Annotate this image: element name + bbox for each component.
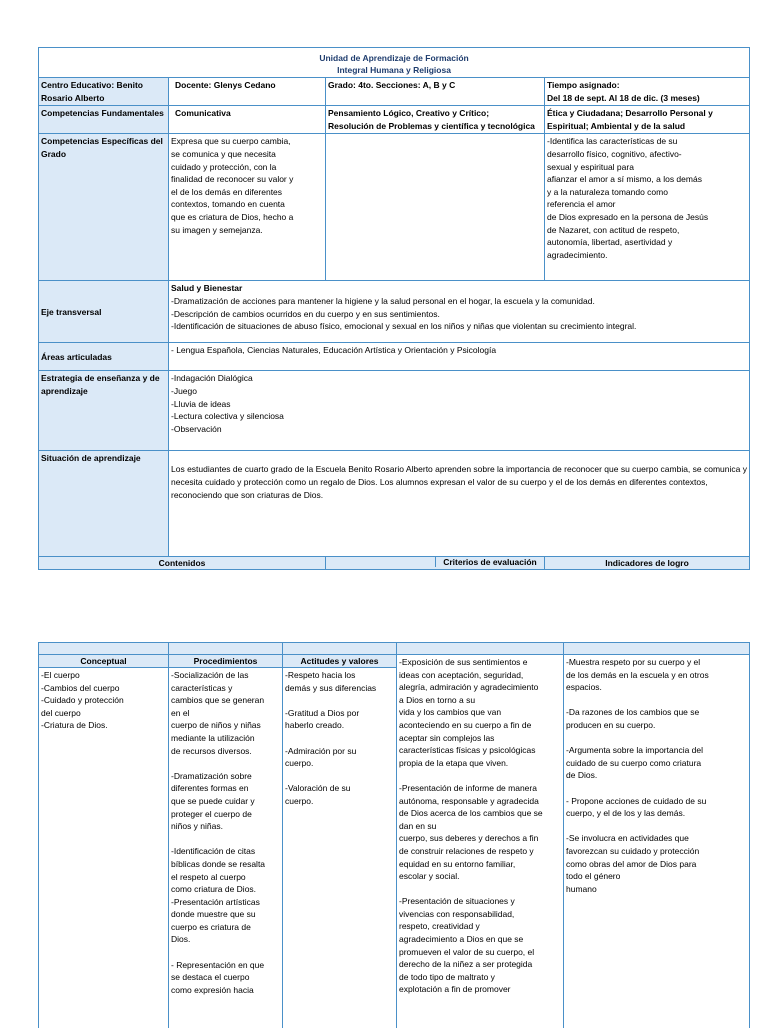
docente: Docente: Glenys Cedano — [169, 78, 326, 106]
footer-indicadores: Indicadores de logro — [545, 557, 750, 570]
header-actitudes: Actitudes y valores — [283, 655, 397, 668]
situacion-text: Los estudiantes de cuarto grado de la Escuela Benito Rosario Alberto aprenden sobre la importancia de reconocer que su cuerpo cambia, se comunica y necesita cuidado y protección como un regalo de Dios. Los alumnos expresan el valor de su cuerpo y el de los demás en diferentes contextos, reconociendo que son criaturas de Dios. — [169, 451, 750, 557]
eje-text: -Dramatización de acciones para mantener la higiene y la salud personal en el hogar, la escuela y la comunidad. -Descripción de cambios ocurridos en du cuerpo y en sus sentimientos. -Identificación de situaciones de abuso físico, emocional y sexual en los niños y niñas que violentan su crecimiento integral. — [171, 295, 637, 332]
areas-text: - Lengua Española, Ciencias Naturales, Educación Artística y Orientación y Psicología — [169, 343, 750, 371]
eje-title: Salud y Bienestar — [171, 283, 243, 294]
comp-esp-empty — [326, 134, 545, 281]
blank-header-1 — [39, 643, 169, 655]
comp-esp-text: Expresa que su cuerpo cambia, se comunica y que necesita cuidado y protección, con la finalidad de reconocer su valor y el de los demás en diferentes contextos, tomando en cuenta que es criatura de Dios, hecho a su imagen y semejanza. — [169, 134, 326, 281]
blank-header-5 — [564, 643, 750, 655]
tiempo-label: Tiempo asignado: — [547, 80, 620, 90]
conceptual-text: -El cuerpo -Cambios del cuerpo -Cuidado y protección del cuerpo -Criatura de Dios. — [39, 668, 169, 1028]
contenidos-table — [38, 642, 750, 1028]
comp-fund-pensamiento: Pensamiento Lógico, Creativo y Crítico; Resolución de Problemas y científica y tecnológica — [326, 106, 545, 134]
footer-criterios: Criterios de evaluación — [443, 557, 537, 568]
tiempo-value: Del 18 de sept. Al 18 de dic. (3 meses) — [547, 92, 700, 103]
unit-plan-table — [38, 47, 750, 570]
criterios-text: -Exposición de sus sentimientos e ideas con aceptación, seguridad, alegría, admiración y agradecimiento a Dios en torno a su vida y los cambios que van aconteciendo en su cuerpo a fin de aceptar sin complejos las características físicas y psicológicas propia de la etapa que viven. -Presentación de informe de manera autónoma, responsable y agradecida de Dios acerca de los cambios que se dan en su cuerpo, sus deberes y derechos a fin de construir relaciones de respeto y equidad en su entorno familiar, escolar y social. -Presentación de situaciones y vivencias con responsabilidad, respeto, creatividad y agradecimiento a Dios en que se promueven el valor de su cuerpo, el derecho de la niñez a ser protegida de todo tipo de maltrato y explotación a fin de promover — [397, 655, 564, 1028]
estrategia-label: Estrategia de enseñanza y de aprendizaje — [39, 371, 169, 451]
unit-title-line2: Integral Humana y Religiosa — [337, 65, 451, 75]
blank-header-3 — [283, 643, 397, 655]
footer-contenidos: Contenidos — [39, 557, 326, 570]
indicadores-text: -Muestra respeto por su cuerpo y el de los demás en la escuela y en otros espacios. -Da razones de los cambios que se producen en su cuerpo. -Argumenta sobre la importancia del cuidado de su cuerpo como criatura de Dios. - Propone acciones de cuidado de su cuerpo, y el de los y las demás. -Se involucra en actividades que favorezcan su cuidado y protección como obras del amor de Dios para todo el género humano — [564, 655, 750, 1028]
areas-label: Áreas articuladas — [39, 343, 169, 371]
unit-title-line1: Unidad de Aprendizaje de Formación — [319, 53, 469, 63]
actitudes-text: -Respeto hacia los demás y sus diferencias -Gratitud a Dios por haberlo creado. -Admiración por su cuerpo. -Valoración de su cuerpo. — [283, 668, 397, 1028]
comp-esp-identifica: -Identifica las características de su desarrollo físico, cognitivo, afectivo- sexual y espiritual para afianzar el amor a sí mismo, a los demás y a la naturaleza tomando como referencia el amor de Dios expresado en la persona de Jesús de Nazaret, con actitud de respeto, autonomía, libertad, asertividad y agradecimiento. — [545, 134, 750, 281]
grado-secciones: Grado: 4to. Secciones: A, B y C — [326, 78, 545, 106]
footer-split — [326, 557, 544, 567]
centro-educativo: Centro Educativo: Benito Rosario Alberto — [39, 78, 169, 106]
eje-content — [169, 281, 750, 343]
footer-criterios-cell — [326, 557, 545, 570]
comp-fund-comunicativa: Comunicativa — [169, 106, 326, 134]
header-procedimientos: Procedimientos — [169, 655, 283, 668]
situacion-label: Situación de aprendizaje — [39, 451, 169, 557]
tiempo-asignado — [545, 78, 750, 106]
comp-fund-etica: Ética y Ciudadana; Desarrollo Personal y Espiritual; Ambiental y de la salud — [545, 106, 750, 134]
comp-esp-label: Competencias Específicas del Grado — [39, 134, 169, 281]
blank-header-4 — [397, 643, 564, 655]
procedimientos-text: -Socialización de las características y cambios que se generan en el cuerpo de niños y niñas mediante la utilización de recursos diversos. -Dramatización sobre diferentes formas en que se puede cuidar y proteger el cuerpo de niños y niñas. -Identificación de citas bíblicas donde se resalta el respeto al cuerpo como criatura de Dios. -Presentación artísticas donde muestre que su cuerpo es criatura de Dios. - Representación en que se destaca el cuerpo como expresión hacia — [169, 668, 283, 1028]
unit-title — [39, 48, 750, 78]
eje-label: Eje transversal — [39, 281, 169, 343]
blank-header-2 — [169, 643, 283, 655]
comp-fund-label: Competencias Fundamentales — [39, 106, 169, 134]
footer-spacer — [326, 557, 436, 567]
header-conceptual: Conceptual — [39, 655, 169, 668]
estrategia-text: -Indagación Dialógica -Juego -Lluvia de ideas -Lectura colectiva y silenciosa -Observación — [169, 371, 750, 451]
